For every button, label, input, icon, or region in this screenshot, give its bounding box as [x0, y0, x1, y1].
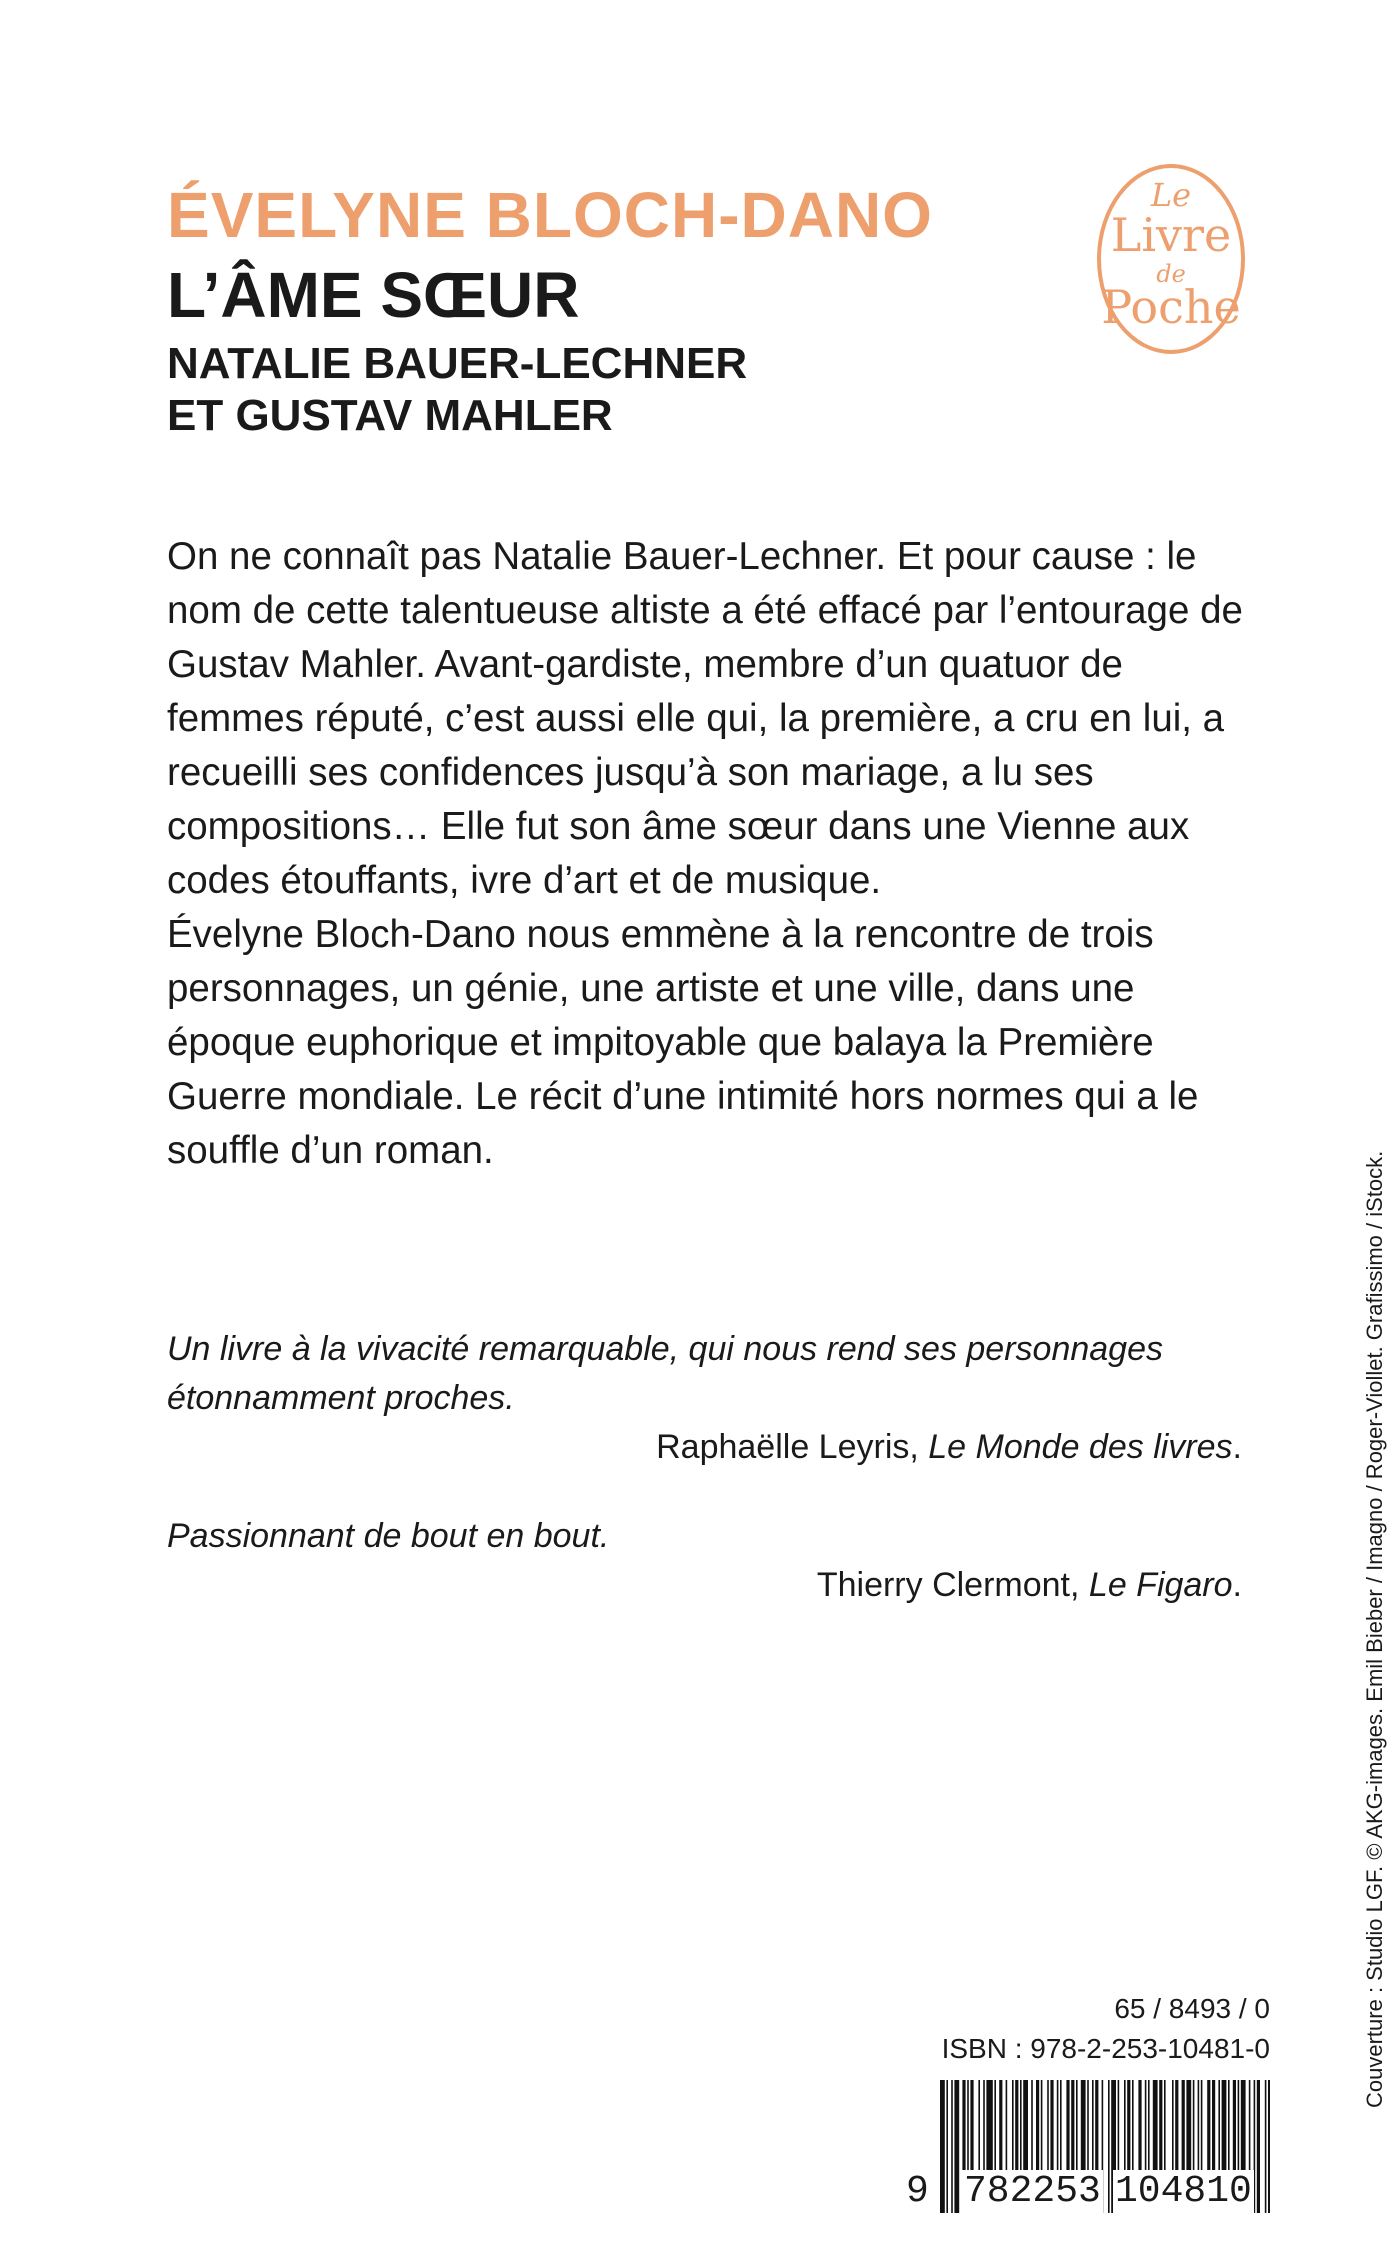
logo-text: de — [1156, 260, 1186, 288]
review-source: Le Figaro — [1088, 1566, 1233, 1604]
reference-code: 65 / 8493 / 0 — [1114, 1993, 1270, 2024]
cover-credit: Couverture : Studio LGF. © AKG-images. Emil Bieber / Imagno / Roger-Viollet. Grafissimo / iStock. — [1362, 1150, 1387, 2108]
isbn: ISBN : 978-2-253-10481-0 — [941, 2033, 1270, 2064]
blurb-paragraph: Évelyne Bloch-Dano nous emmène à la rencontre de trois personnages, un génie, une artiste et une ville, dans une époque euphorique et impitoyable que balaya la Première Guerre mondiale. Le récit d’une intimité hors normes qui a le souffle d’un roman. — [167, 913, 1199, 1172]
subtitle-line: ET GUSTAV MAHLER — [167, 391, 613, 440]
logo-text: Livre — [1110, 208, 1232, 262]
logo-text: Poche — [1101, 280, 1241, 334]
blurb-paragraph: On ne connaît pas Natalie Bauer-Lechner. Et pour cause : le nom de cette talentueuse altiste a été effacé par l’entourage de Gustav Mahler. Avant-gardiste, membre d’un quatuor de femmes réputé, c’est aussi elle qui, la première, a cru en lui, a recueilli ses confidences jusqu’à son mariage, a lu ses compositions… Elle fut son âme sœur dans une Vienne aux codes étouffants, ivre d’art et de musique. — [167, 535, 1243, 902]
barcode-digit-first: 9 — [906, 2170, 929, 2213]
review-end: . — [1232, 1566, 1242, 1604]
review-author: Thierry Clermont, — [816, 1566, 1080, 1604]
subtitle-line: NATALIE BAUER-LECHNER — [167, 339, 748, 388]
review-source: Le Monde des livres — [928, 1428, 1233, 1466]
barcode-digits — [0, 2170, 1400, 2220]
review-author: Raphaëlle Leyris, — [656, 1428, 919, 1466]
barcode-digits-right: 104810 — [1115, 2170, 1252, 2213]
publisher-logo — [1097, 164, 1245, 354]
review-attribution — [656, 1423, 1242, 1472]
logo-text: Le — [1150, 176, 1192, 214]
blurb — [167, 530, 1247, 1178]
review-end: . — [1232, 1428, 1242, 1466]
author-name: ÉVELYNE BLOCH-DANO — [167, 179, 933, 251]
barcode-digits-left: 782253 — [964, 2170, 1101, 2213]
review-quote: Passionnant de bout en bout. — [167, 1517, 610, 1555]
review-quote: Un livre à la vivacité remarquable, qui nous rend ses personnages étonnamment proches. — [167, 1330, 1163, 1417]
book-title: L’ÂME SŒUR — [167, 259, 580, 331]
review-attribution — [817, 1561, 1242, 1610]
book-subtitle — [167, 338, 747, 442]
